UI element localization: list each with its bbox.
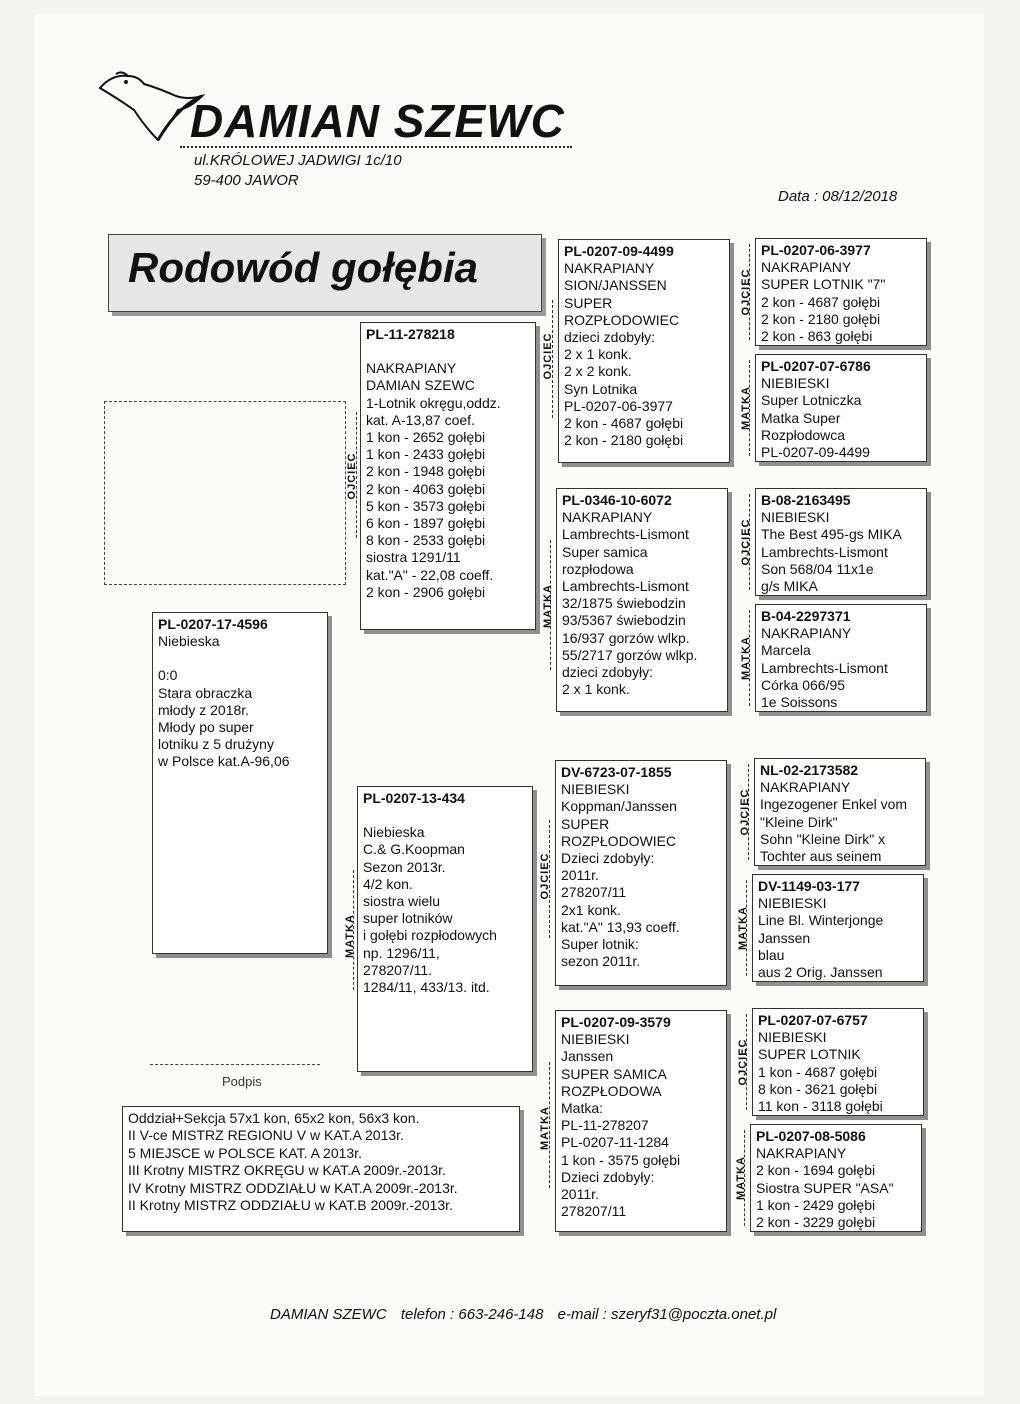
ring-number: B-04-2297371 <box>761 608 851 624</box>
ring-number: PL-0207-06-3977 <box>761 242 871 258</box>
pigeon-info-line: DAMIAN SZEWC <box>366 377 475 394</box>
achievement-line: II Krotny MISTRZ ODDZIAŁU w KAT.B 2009r.-2013r. <box>128 1197 453 1214</box>
label-matka: MATKA <box>735 1156 747 1200</box>
pigeon-info-line: 1 kon - 2429 gołębi <box>756 1196 876 1213</box>
pigeon-info-line: dzieci zdobyły: <box>562 664 654 681</box>
achievement-line: II V-ce MISTRZ REGIONU V w KAT.A 2013r. <box>128 1127 404 1144</box>
connector-line <box>744 1130 745 1226</box>
pigeon-info-line: 2 x 2 konk. <box>564 363 632 380</box>
pigeon-card-mother <box>357 786 533 1072</box>
pigeon-info-line: 1 kon - 2433 gołębi <box>366 446 486 463</box>
connector-line <box>749 244 750 340</box>
footer-phone: telefon : 663-246-148 <box>400 1306 544 1323</box>
pigeon-info-line: SUPER <box>561 815 610 832</box>
pigeon-info-line: w Polsce kat.A-96,06 <box>158 753 290 770</box>
pigeon-info-line: Janssen <box>758 929 811 946</box>
pigeon-info-line: Lambrechts-Lismont <box>562 526 689 543</box>
connector-line <box>748 764 749 860</box>
achievement-line: IV Krotny MISTRZ ODDZIAŁU w KAT.A 2009r.-2013r. <box>128 1179 458 1196</box>
pigeon-card-main <box>152 612 328 954</box>
pigeon-info-line: 2 kon - 1948 gołębi <box>366 463 486 480</box>
pigeon-info-line: 4/2 kon. <box>363 875 413 892</box>
ring-number: PL-0346-10-6072 <box>562 492 672 508</box>
pigeon-info-line: NAKRAPIANY <box>366 360 457 377</box>
pigeon-info-line: Siostra SUPER "ASA" <box>756 1179 894 1196</box>
pigeon-info-line: Marcela <box>761 642 811 659</box>
connector-line <box>549 1062 550 1188</box>
footer-contact <box>270 1306 786 1323</box>
connector-line <box>356 412 357 538</box>
pigeon-info-line: młody z 2018r. <box>158 701 250 718</box>
pigeon-card-fmm <box>755 604 927 712</box>
pigeon-info-line: Dzieci zdobyły: <box>561 1168 655 1185</box>
pigeon-info-line: NAKRAPIANY <box>761 259 852 276</box>
connector-line <box>749 494 750 590</box>
pigeon-info-line: super lotników <box>363 910 453 927</box>
label-ojciec: OJCIEC <box>740 518 752 566</box>
ring-number: PL-0207-07-6757 <box>758 1012 868 1028</box>
pigeon-info-line: 2 x 1 konk. <box>564 346 632 363</box>
label-ojciec: OJCIEC <box>346 452 358 500</box>
pigeon-info-line: NAKRAPIANY <box>562 509 653 526</box>
pigeon-info-line: 1 kon - 2652 gołębi <box>366 429 486 446</box>
connector-line <box>353 870 354 990</box>
pigeon-info-line: siostra wielu <box>363 893 441 910</box>
pigeon-info-line: PL-0207-11-1284 <box>561 1134 669 1151</box>
pigeon-info-line: "Kleine Dirk" <box>760 813 838 830</box>
ring-number: PL-0207-09-4499 <box>564 243 674 259</box>
pigeon-card-fmf <box>755 488 927 596</box>
pigeon-info-line: 8 kon - 2533 gołębi <box>366 532 486 549</box>
pigeon-info-line: PL-0207-09-4499 <box>761 444 870 461</box>
document-date: Data : 08/12/2018 <box>778 188 898 205</box>
ring-number: PL-0207-07-6786 <box>761 358 871 374</box>
footer-email: e-mail : szeryf31@poczta.onet.pl <box>557 1306 777 1323</box>
pigeon-info-line: 278207/11. <box>363 961 433 978</box>
pigeon-info-line: NAKRAPIANY <box>760 779 851 796</box>
pigeon-info-line: NAKRAPIANY <box>756 1145 847 1162</box>
pigeon-info-line: 55/2717 gorzów wlkp. <box>562 646 698 663</box>
pigeon-info-line: Lambrechts-Lismont <box>761 659 888 676</box>
pigeon-info-line: Sezon 2013r. <box>363 858 446 875</box>
pigeon-info-line: Syn Lotnika <box>564 380 638 397</box>
ring-number: DV-6723-07-1855 <box>561 764 672 780</box>
footer-name: DAMIAN SZEWC <box>270 1306 387 1323</box>
pigeon-info-line: kat."A" 13,93 coeff. <box>561 918 680 935</box>
pigeon-info-line: NAKRAPIANY <box>564 260 655 277</box>
pigeon-info-line: g/s MIKA <box>761 578 818 595</box>
pigeon-info-line: Koppman/Janssen <box>561 798 677 815</box>
pigeon-info-line: np. 1296/11, <box>363 944 440 961</box>
pigeon-card-mff <box>754 758 926 866</box>
pigeon-card-mf <box>555 760 727 986</box>
spacer <box>366 343 530 360</box>
pigeon-card-fff <box>755 238 927 346</box>
pigeon-info-line: Lambrechts-Lismont <box>562 578 689 595</box>
pigeon-info-line: 1 kon - 3575 gołębi <box>561 1151 681 1168</box>
label-matka: MATKA <box>740 636 752 680</box>
pigeon-info-line: 2 kon - 2180 gołębi <box>564 432 684 449</box>
pigeon-card-mfm <box>752 874 924 982</box>
label-ojciec: OJCIEC <box>739 788 751 836</box>
pigeon-info-line: 1 kon - 4687 gołębi <box>758 1063 878 1080</box>
achievement-line: 5 MIEJSCE w POLSCE KAT. A 2013r. <box>128 1144 362 1161</box>
pigeon-info-line: Super samica <box>562 543 648 560</box>
ring-number: PL-0207-17-4596 <box>158 616 268 632</box>
pigeon-info-line: SUPER SAMICA <box>561 1065 667 1082</box>
ring-number: PL-0207-09-3579 <box>561 1014 671 1030</box>
signature-line <box>150 1064 320 1065</box>
connector-line <box>746 880 747 976</box>
pigeon-info-line: 2 kon - 4687 gołębi <box>564 415 684 432</box>
label-matka: MATKA <box>740 386 752 430</box>
pigeon-info-line: 278207/11 <box>561 884 627 901</box>
connector-line <box>746 1014 747 1110</box>
achievements-box <box>122 1106 520 1232</box>
achievement-line: III Krotny MISTRZ OKRĘGU w KAT.A 2009r.-2013r. <box>128 1162 446 1179</box>
pigeon-info-line: siostra 1291/11 <box>366 549 461 566</box>
pigeon-info-line: 8 kon - 3621 gołębi <box>758 1080 878 1097</box>
pigeon-info-line: Młody po super <box>158 719 254 736</box>
connector-line <box>549 820 550 938</box>
pigeon-info-line: 278207/11 <box>561 1203 627 1220</box>
pigeon-info-line: Tochter aus seinem <box>760 848 882 865</box>
pigeon-info-line: 32/1875 świebodzin <box>562 595 686 612</box>
pigeon-info-line: NIEBIESKI <box>758 1029 827 1046</box>
achievement-line: Oddział+Sekcja 57x1 kon, 65x2 kon, 56x3 kon. <box>128 1110 420 1126</box>
label-ojciec: OJCIEC <box>539 852 551 900</box>
pigeon-info-line: ROZPŁODOWIEC <box>561 832 677 849</box>
label-matka: MATKA <box>539 1106 551 1150</box>
pigeon-info-line: Ingezogener Enkel vom <box>760 796 908 813</box>
pigeon-info-line: lotniku z 5 drużyny <box>158 736 274 753</box>
breeder-name: DAMIAN SZEWC <box>190 95 565 147</box>
pigeon-info-line: 2 kon - 4063 gołębi <box>366 480 486 497</box>
pigeon-info-line: kat. A-13,87 coef. <box>366 411 475 428</box>
pigeon-info-line: SION/JANSSEN <box>564 277 667 294</box>
pigeon-info-line: Sohn "Kleine Dirk" x <box>760 830 886 847</box>
pigeon-info-line: 2 kon - 2906 gołębi <box>366 583 486 600</box>
logo-underline <box>180 146 572 148</box>
connector-line <box>749 610 750 706</box>
connector-line <box>552 300 553 418</box>
pigeon-card-ffm <box>755 354 927 462</box>
pigeon-info-line: 6 kon - 1897 gołębi <box>366 515 486 532</box>
ring-number: DV-1149-03-177 <box>758 878 860 894</box>
pigeon-info-line: dzieci zdobyły: <box>564 329 656 346</box>
ring-number: PL-0207-13-434 <box>363 790 465 806</box>
pigeon-info-line: Niebieska <box>158 633 220 650</box>
pigeon-info-line: PL-0207-06-3977 <box>564 397 673 414</box>
pigeon-info-line: kat."A" - 22,08 coeff. <box>366 566 494 583</box>
pigeon-card-ff <box>558 239 730 463</box>
pigeon-info-line: Dzieci zdobyły: <box>561 850 655 867</box>
pigeon-info-line: NAKRAPIANY <box>761 625 852 642</box>
pigeon-info-line: Niebieska <box>363 824 425 841</box>
label-ojciec: OJCIEC <box>542 332 554 380</box>
pigeon-info-line: 1-Lotnik okręgu,oddz. <box>366 394 501 411</box>
pigeon-info-line: 2 kon - 1694 gołębi <box>756 1162 876 1179</box>
pigeon-info-line: Matka: <box>561 1100 604 1117</box>
pigeon-info-line: 93/5367 świebodzin <box>562 612 686 629</box>
pigeon-info-line: PL-11-278207 <box>561 1117 649 1134</box>
photo-placeholder <box>104 401 346 585</box>
pigeon-info-line: Son 568/04 11x1e <box>761 560 874 577</box>
pigeon-info-line: 5 kon - 3573 gołębi <box>366 497 486 514</box>
pigeon-info-line: SUPER LOTNIK "7" <box>761 276 886 293</box>
address-city: 59-400 JAWOR <box>194 172 299 189</box>
pigeon-info-line: NIEBIESKI <box>761 509 830 526</box>
pigeon-info-line: ROZPŁODOWIEC <box>564 311 680 328</box>
pigeon-info-line: 1e Soissons <box>761 694 838 711</box>
pigeon-info-line: 0:0 <box>158 667 178 684</box>
page-title: Rodowód gołębia <box>128 244 478 291</box>
label-ojciec: OJCIEC <box>740 268 752 316</box>
pigeon-info-line: 2011r. <box>561 867 599 884</box>
pigeon-info-line: C.& G.Koopman <box>363 841 465 858</box>
pigeon-info-line: Stara obraczka <box>158 684 253 701</box>
ring-number: B-08-2163495 <box>761 492 851 508</box>
pigeon-info-line: Rozpłodowca <box>761 426 846 443</box>
pigeon-info-line: NIEBIESKI <box>758 895 827 912</box>
label-matka: MATKA <box>344 914 356 958</box>
label-matka: MATKA <box>737 906 749 950</box>
pigeon-info-line: NIEBIESKI <box>561 1031 630 1048</box>
pigeon-info-line: Super Lotniczka <box>761 392 862 409</box>
pigeon-info-line: The Best 495-gs MIKA <box>761 526 902 543</box>
signature-label: Podpis <box>222 1074 262 1089</box>
ring-number: PL-11-278218 <box>366 326 455 342</box>
address-street: ul.KRÓLOWEJ JADWIGI 1c/10 <box>194 152 402 169</box>
pigeon-info-line: 11 kon - 3118 gołębi <box>758 1098 883 1115</box>
pigeon-info-line: 16/937 gorzów wlkp. <box>562 629 690 646</box>
pigeon-info-line: Janssen <box>561 1048 614 1065</box>
pigeon-card-fm <box>556 488 728 712</box>
pigeon-card-mmf <box>752 1008 924 1116</box>
pigeon-info-line: 2 kon - 3229 gołębi <box>756 1214 876 1231</box>
spacer <box>363 807 527 824</box>
pigeon-info-line: SUPER <box>564 294 613 311</box>
pigeon-info-line: NIEBIESKI <box>761 375 830 392</box>
pigeon-card-mm <box>555 1010 727 1232</box>
pigeon-card-mmm <box>750 1124 922 1232</box>
pigeon-info-line: 2 kon - 863 gołębi <box>761 328 873 345</box>
pigeon-info-line: i gołębi rozpłodowych <box>363 927 497 944</box>
pigeon-info-line: 2 x 1 konk. <box>562 681 630 698</box>
pigeon-info-line: ROZPŁODOWA <box>561 1082 662 1099</box>
pigeon-info-line: 2 kon - 2180 gołębi <box>761 310 881 327</box>
pigeon-info-line: 1284/11, 433/13. itd. <box>363 979 490 996</box>
pigeon-info-line: 2x1 konk. <box>561 901 621 918</box>
pigeon-info-line: 2 kon - 4687 gołębi <box>761 293 881 310</box>
pigeon-info-line: rozpłodowa <box>562 560 634 577</box>
ring-number: NL-02-2173582 <box>760 762 859 778</box>
pigeon-info-line: blau <box>758 946 785 963</box>
pigeon-info-line: aus 2 Orig. Janssen <box>758 964 883 981</box>
pigeon-card-father <box>360 322 536 630</box>
connector-line <box>550 540 551 670</box>
pigeon-info-line: 2011r. <box>561 1186 599 1203</box>
pigeon-info-line: Córka 066/95 <box>761 676 846 693</box>
ring-number: PL-0207-08-5086 <box>756 1128 866 1144</box>
pigeon-info-line: Super lotnik: <box>561 936 639 953</box>
pigeon-info-line: Lambrechts-Lismont <box>761 543 888 560</box>
spacer <box>158 650 322 667</box>
pigeon-info-line: SUPER LOTNIK <box>758 1046 861 1063</box>
label-matka: MATKA <box>542 584 554 628</box>
pigeon-info-line: NIEBIESKI <box>561 781 630 798</box>
connector-line <box>749 360 750 456</box>
label-ojciec: OJCIEC <box>737 1038 749 1086</box>
pigeon-info-line: Matka Super <box>761 409 841 426</box>
pigeon-info-line: sezon 2011r. <box>561 953 641 970</box>
pigeon-info-line: Line Bl. Winterjonge <box>758 912 884 929</box>
